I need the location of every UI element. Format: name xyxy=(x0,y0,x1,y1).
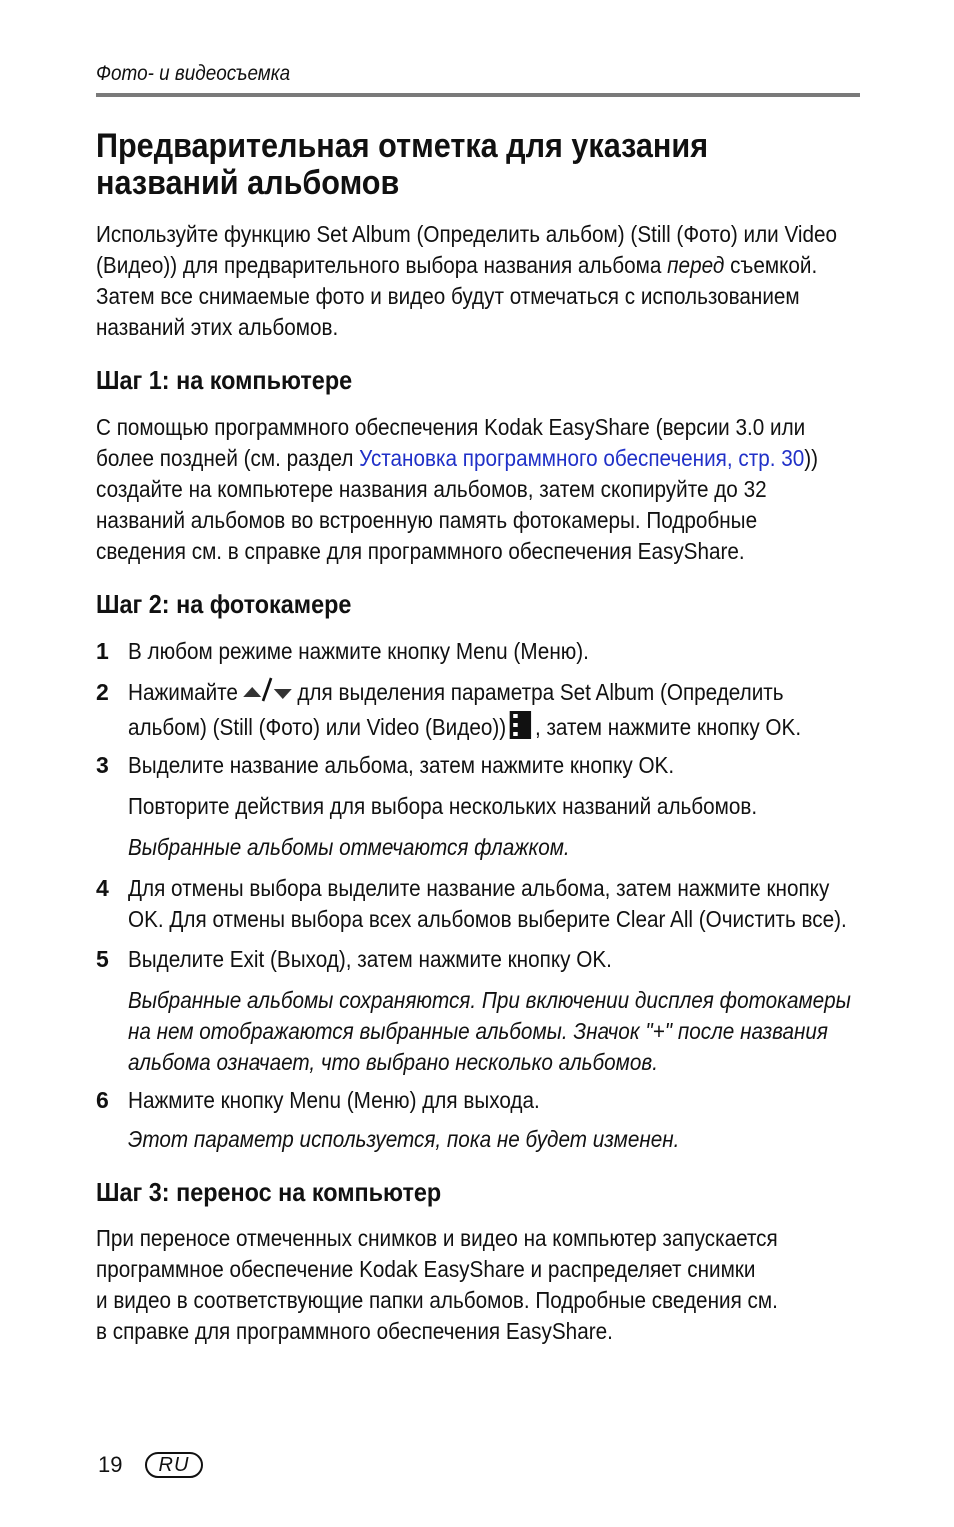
list-item-text xyxy=(128,636,640,667)
page-title-line: Предварительная отметка для указания xyxy=(96,127,709,165)
intro-line xyxy=(96,250,817,281)
intro-emphasis: перед xyxy=(667,252,725,278)
step1-heading xyxy=(96,365,381,395)
list-item-line: Выделите название альбома, затем нажмите кнопку OK. xyxy=(128,752,675,778)
language-badge: RU xyxy=(145,1452,203,1478)
step2-heading xyxy=(96,589,380,619)
list-item-line: Нажмите кнопку Menu (Меню) для выхода. xyxy=(128,1087,540,1113)
list-item-note xyxy=(128,1124,741,1155)
step1-line: создайте на компьютере названия альбомов, затем скопируйте до 32 xyxy=(96,476,767,502)
note-line: на нем отображаются выбранные альбомы. Значок "+" после названия xyxy=(128,1018,828,1044)
note-line: Выбранные альбомы отмечаются флажком. xyxy=(128,834,570,860)
list-item-number: 1 xyxy=(96,638,109,664)
step1-line: сведения см. в справке для программного обеспечения EasyShare. xyxy=(96,538,745,564)
step1-paragraph xyxy=(96,412,898,567)
step3-heading-text: Шаг 3: перенос на компьютер xyxy=(96,1177,442,1207)
header-rule xyxy=(96,93,860,97)
list-item-text xyxy=(128,750,735,781)
list-item-line xyxy=(128,677,784,711)
intro-line: названий этих альбомов. xyxy=(96,314,339,340)
list-item-fragment: Нажимайте xyxy=(128,679,238,706)
step3-line: и видео в соответствующие папки альбомов. Подробные сведения см. xyxy=(96,1287,778,1313)
step3-line: программное обеспечение Kodak EasyShare и распределяет снимки xyxy=(96,1256,756,1282)
step3-paragraph xyxy=(96,1223,854,1347)
page-number: 19 xyxy=(98,1452,123,1477)
list-item-note xyxy=(128,832,619,863)
step1-text: более поздней (см. раздел xyxy=(96,445,360,471)
list-item-text xyxy=(128,873,927,935)
step1-line xyxy=(96,443,818,474)
list-item-number: 6 xyxy=(96,1087,109,1113)
note-line: Выбранные альбомы сохраняются. При включении дисплея фотокамеры xyxy=(128,987,851,1013)
list-item-line xyxy=(128,711,801,747)
list-item-number: 5 xyxy=(96,946,109,972)
list-item-fragment: для выделения параметра Set Album (Определить xyxy=(297,679,784,706)
intro-paragraph xyxy=(96,219,919,343)
list-item-text xyxy=(128,1085,585,1116)
still-video-mode-icon xyxy=(510,711,532,747)
step1-heading-text: Шаг 1: на компьютере xyxy=(96,365,353,395)
intro-text: (Видео)) для предварительного выбора названия альбома xyxy=(96,252,668,278)
list-item-text xyxy=(128,677,876,747)
intro-text: съемкой. xyxy=(724,252,818,278)
list-item-extra xyxy=(128,791,827,822)
page-title-line: названий альбомов xyxy=(96,164,400,202)
page-title xyxy=(96,128,776,202)
list-item-line: OK. Для отмены выбора всех альбомов выберите Clear All (Очистить все). xyxy=(128,906,847,932)
step1-line: названий альбомов во встроенную память фотокамеры. Подробные xyxy=(96,507,758,533)
up-down-arrow-icon xyxy=(242,677,294,711)
step3-line: При переносе отмеченных снимков и видео на компьютер запускается xyxy=(96,1225,778,1251)
list-item-line: Выделите Exit (Выход), затем нажмите кнопку OK. xyxy=(128,946,612,972)
note-line: Этот параметр используется, пока не будет изменен. xyxy=(128,1126,680,1152)
list-item-note xyxy=(128,985,931,1078)
list-item-line: Повторите действия для выбора нескольких названий альбомов. xyxy=(128,793,758,819)
intro-line: Затем все снимаемые фото и видео будут отмечаться с использованием xyxy=(96,283,800,309)
step1-text: )) xyxy=(804,445,819,471)
step3-line: в справке для программного обеспечения EasyShare. xyxy=(96,1318,613,1344)
step2-heading-text: Шаг 2: на фотокамере xyxy=(96,589,352,619)
step1-line: С помощью программного обеспечения Kodak EasyShare (версии 3.0 или xyxy=(96,414,806,440)
list-item-line: В любом режиме нажмите кнопку Menu (Меню). xyxy=(128,638,589,664)
software-install-link[interactable]: Установка программного обеспечения, стр. 30 xyxy=(359,445,805,471)
section-header xyxy=(96,62,312,86)
section-title: Фото- и видеосъемка xyxy=(96,62,291,85)
list-item-line: Для отмены выбора выделите название альбома, затем нажмите кнопку xyxy=(128,875,830,901)
intro-line: Используйте функцию Set Album (Определить альбом) (Still (Фото) или Video xyxy=(96,221,838,247)
list-item-number: 4 xyxy=(96,875,109,901)
list-item-text xyxy=(128,944,666,975)
step3-heading xyxy=(96,1177,480,1207)
list-item-fragment: , затем нажмите кнопку OK. xyxy=(534,714,802,741)
note-line: альбома означает, что выбрано несколько альбомов. xyxy=(128,1049,658,1075)
list-item-fragment: альбом) (Still (Фото) или Video (Видео)) xyxy=(128,714,507,741)
list-item-number: 3 xyxy=(96,752,109,778)
list-item-number: 2 xyxy=(96,679,109,705)
